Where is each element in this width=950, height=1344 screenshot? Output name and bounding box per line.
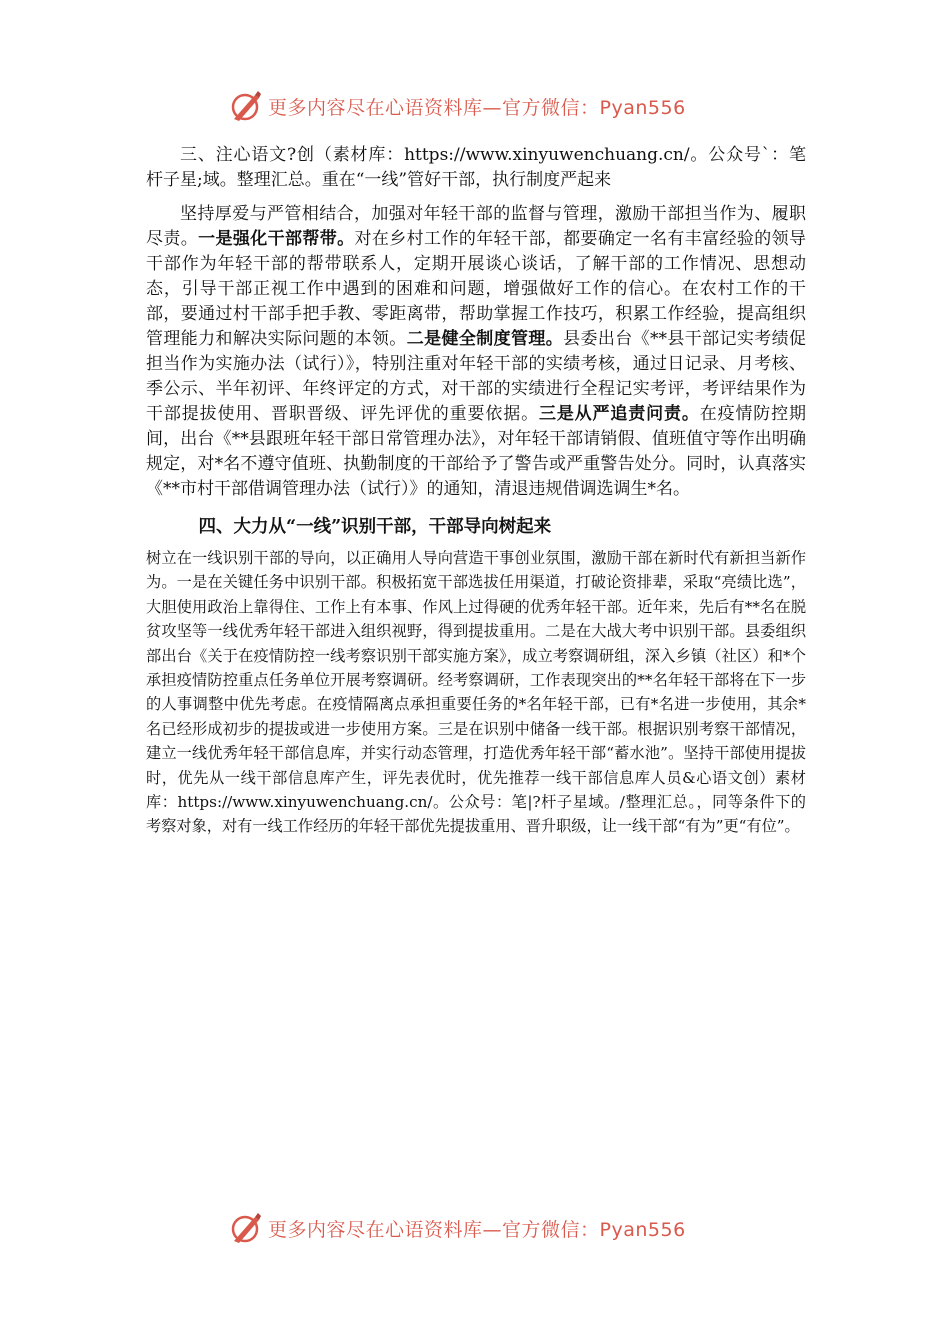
header-banner	[228, 86, 708, 126]
point3-text: 在疫情防控期间，出台《**县跟班年轻干部日常管理办法》，对年轻干部请销假、值班值守等作出明确规定，对*名不遵守值班、执勤制度的干部给予了警告或严重警告处分。同时，认真落实《**市村干部借调管理办法（试行）》的通知，清退违规借调选调生*名。	[146, 404, 807, 499]
document-body	[146, 143, 806, 839]
section3-intro: 坚持厚爱与严管相结合，加强对年轻干部的监督与管理，激励干部担当作为、履职尽责。	[146, 204, 806, 249]
section3-heading: 三、注心语文?创（素材库：https://www.xinyuwenchuang.cn/。公众号`：笔杆子星;域。整理汇总。重在“一线”管好干部，执行制度严起来	[146, 145, 806, 190]
section3-paragraph	[146, 202, 806, 502]
point1-text: 对在乡村工作的年轻干部，都要确定一名有丰富经验的领导干部作为年轻干部的帮带联系人，定期开展谈心谈话，了解干部的工作情况、思想动态，引导干部正视工作中遇到的困难和问题，增强做好工作的信心。在农村工作的干部，要通过村干部手把手教、零距离带，帮助掌握工作技巧，积累工作经验，提高组织管理能力和解决实际问题的本领。	[146, 229, 807, 349]
point2-text: 县委出台《**县干部记实考绩促担当作为实施办法（试行）》，特别注重对年轻干部的实绩考核，通过日记录、月考核、季公示、半年初评、年终评定的方式，对干部的实绩进行全程记实考评，考评结果作为干部提拔使用、晋职晋级、评先评优的重要依据。	[146, 329, 807, 424]
point2-title: 二是健全制度管理。	[406, 329, 564, 349]
banner-text: 更多内容尽在心语资料库—官方微信：Pyan556	[268, 1218, 686, 1241]
section4-heading: 四、大力从“一线”识别干部，干部导向树起来	[198, 517, 552, 537]
point1-title: 一是强化干部帮带。	[198, 229, 355, 249]
pen-in-circle-logo	[228, 88, 264, 124]
footer-banner	[228, 1208, 708, 1248]
point3-title: 三是从严追责问责。	[538, 404, 700, 424]
section4-paragraph: 树立在一线识别干部的导向，以正确用人导向营造干事创业氛围，激励干部在新时代有新担当新作为。一是在关键任务中识别干部。积极拓宽干部选拔任用渠道，打破论资排辈，采取“亮绩比选”，大胆使用政治上靠得住、工作上有本事、作风上过得硬的优秀年轻干部。近年来，先后有**名在脱贫攻坚等一线优秀年轻干部进入组织视野，得到提拔重用。二是在大战大考中识别干部。县委组织部出台《关于在疫情防控一线考察识别干部实施方案》，成立考察调研组，深入乡镇（社区）和*个承担疫情防控重点任务单位开展考察调研。经考察调研，工作表现突出的**名年轻干部将在下一步的人事调整中优先考虑。在疫情隔离点承担重要任务的*名年轻干部，已有*名进一步使用，其余*名已经形成初步的提拔或进一步使用方案。三是在识别中储备一线干部。根据识别考察干部情况，建立一线优秀年轻干部信息库，并实行动态管理，打造优秀年轻干部“蓄水池”。坚持干部使用提拔时，优先从一线干部信息库产生，评先表优时，优先推荐一线干部信息库人员&心语文创）素材库：https://www.xinyuwenchuang.cn/。公众号：笔|?杆子星域。/整理汇总。，同等条件下的考察对象，对有一线工作经历的年轻干部优先提拔重用、晋升职级，让一线干部“有为”更“有位”。	[146, 549, 806, 836]
pen-in-circle-logo	[228, 1210, 264, 1246]
banner-text: 更多内容尽在心语资料库—官方微信：Pyan556	[268, 96, 686, 119]
